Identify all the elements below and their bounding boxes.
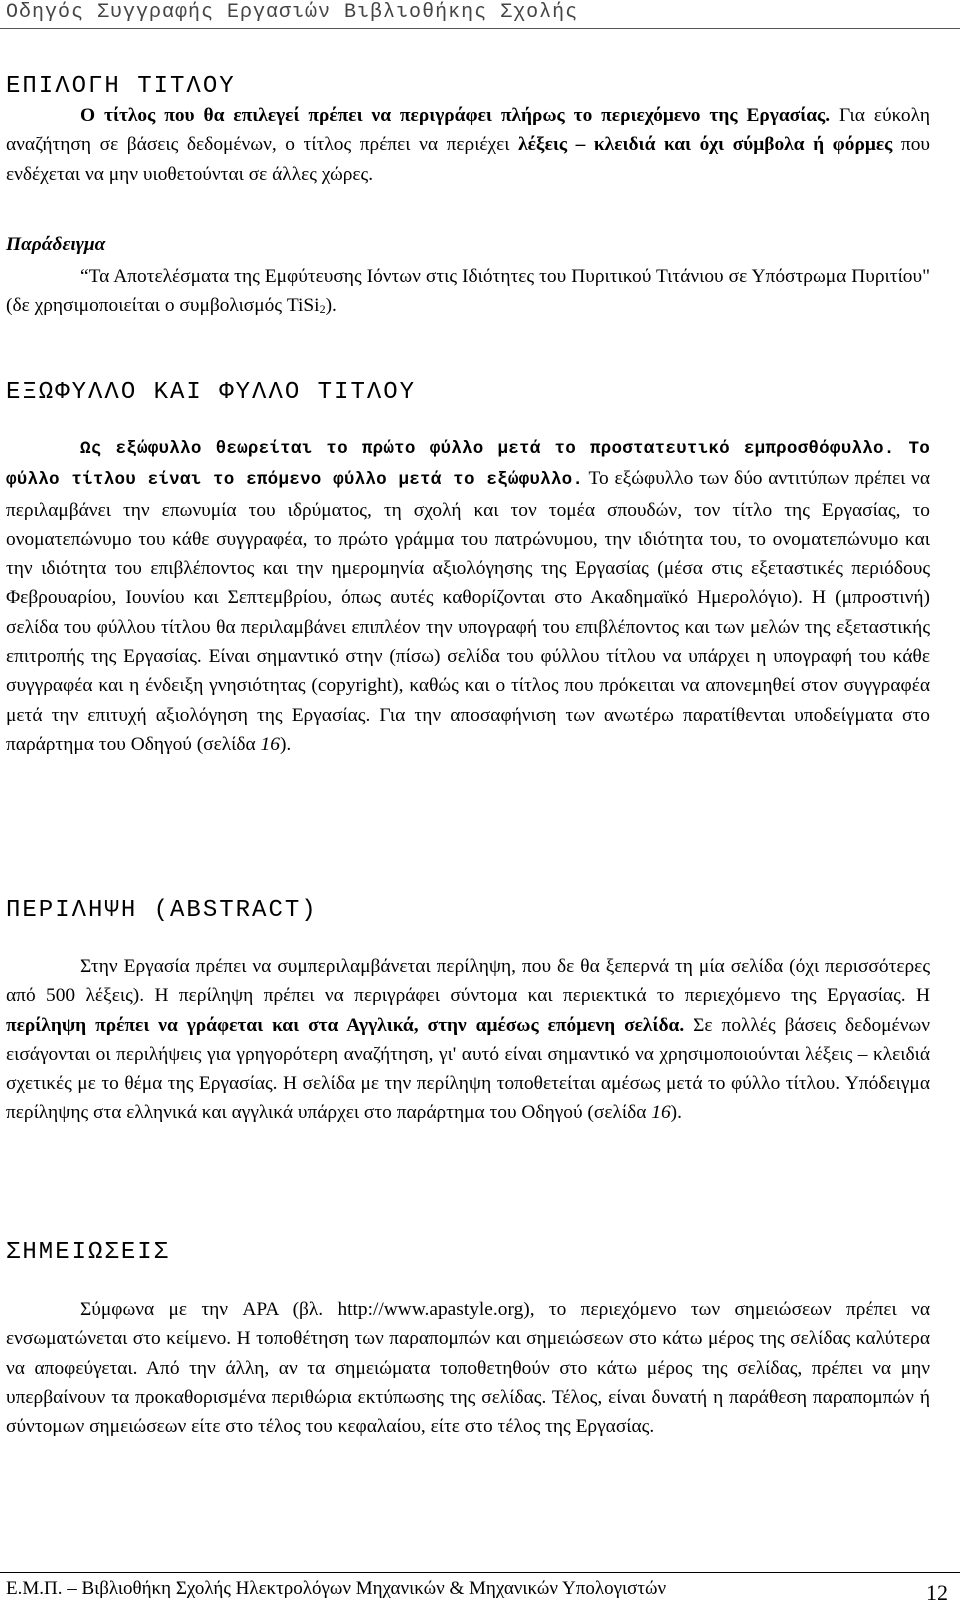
header-rule xyxy=(0,28,960,29)
abstract-page-ref: 16 xyxy=(651,1102,671,1124)
abstract-bold-english: περίληψη πρέπει να γράφεται και στα Αγγλικά, στην αμέσως επόμενη σελίδα. xyxy=(6,1014,685,1036)
abstract-text-b: Σε πολλές βάσεις δεδομένων εισάγονται οι περιλήψεις για γρηγορότερη αναζήτηση, γι' αυτό είναι σημαντικό να χρησιμοποιούνται λέξεις – κλειδιά σχετικές με το θέμα της Εργασίας. Η σελίδα με την περίληψη τοποθετείται αμέσως μετά το φύλλο τίτλου. Υπόδειγμα περίληψης στα ελληνικά και αγγλικά υπάρχει στο παράρτημα του Οδηγού (σελίδα xyxy=(6,1014,930,1124)
footer-rule xyxy=(0,1572,960,1573)
abstract-text-a: Στην Εργασία πρέπει να συμπεριλαμβάνεται περίληψη, που δε θα ξεπερνά τη μία σελίδα (όχι περισσότερες από 500 λέξεις). Η περίληψη πρέπει να περιγράφει σύντομα και περιεκτικά το περιεχόμενο της Εργασίας. Η xyxy=(6,956,930,1007)
example-text: “Τα Αποτελέσματα της Εμφύτευσης Ιόντων στις Ιδιότητες του Πυριτικού Τιτάνιου σε Υπόστρωμα Πυριτίου" (δε χρησιμοποιείται ο συμβολισμός TiSi xyxy=(6,266,930,317)
cover-page-ref: 16 xyxy=(260,733,280,755)
notes-paragraph: Σύμφωνα με την APA (βλ. http://www.apastyle.org), το περιεχόμενο των σημειώσεων πρέπει να ενσωματώνεται στο κείμενο. Η τοποθέτηση των παραπομπών και σημειώσεων στο κάτω μέρος της σελίδας καλύτερα να αποφεύγεται. Από την άλλη, αν τα σημειώματα τοποθετηθούν στο κάτω μέρος της σελίδας, πρέπει να μην υπερβαίνουν τα προκαθορισμένα περιθώρια εκτύπωσης της σελίδας. Τέλος, είναι δυνατή η παράθεση παραπομπών ή σύντομων σημειώσεων είτε στο τέλος του κεφαλαίου, είτε στο τέλος της Εργασίας. xyxy=(6,1299,930,1438)
title-selection-paragraph xyxy=(6,101,930,189)
cover-bold-definition: Ως εξώφυλλο θεωρείται το πρώτο φύλλο μετά το προστατευτικό εμπροσθόφυλλο. Το φύλλο τίτλου είναι το επόμενο φύλλο μετά το εξώφυλλο. xyxy=(6,439,930,491)
title-selection-text-b: που ενδέχεται να μην υιοθετούνται σε άλλες χώρες. xyxy=(6,134,930,185)
page-number: 12 xyxy=(926,1580,948,1605)
example-label: Παράδειγμα xyxy=(6,234,106,255)
cover-body-text: Το εξώφυλλο των δύο αντιτύπων πρέπει να περιλαμβάνει την επωνυμία του ιδρύματος, τη σχολή και τον τομέα σπουδών, τον τίτλο της Εργασίας, το ονοματεπώνυμο του κάθε συγγραφέα, το πρώτο γράμμα του πατρώνυμου, την ιδιότητα του, το ονοματεπώνυμο και την ιδιότητα του επιβλέποντος και την ημερομηνία αξιολόγησης της Εργασίας (μέσα στις εξεταστικές περιόδους Φεβρουαρίου, Ιουνίου και Σεπτεμβρίου, όπως αυτές καθορίζονται στο Ακαδημαϊκό Ημερολόγιο). Η (μπροστινή) σελίδα του φύλλου τίτλου θα περιλαμβάνει επιπλέον την υπογραφή του επιβλέποντος και των μελών της εξεταστικής επιτροπής της Εργασίας. Είναι σημαντικό στην (πίσω) σελίδα του φύλλου τίτλου να υπάρχει η υπογραφή του κάθε συγγραφέα και η ένδειξη γνησιότητας (copyright), καθώς και ο τίτλος που πρόκειται να απονεμηθεί στον συγγραφέα μετά την επιτυχή αξιολόγηση της Εργασίας. Για την αποσαφήνιση των ανωτέρω παρατίθενται υποδείγματα στο παράρτημα του Οδηγού (σελίδα xyxy=(6,468,930,755)
running-header: Οδηγός Συγγραφής Εργασιών Βιβλιοθήκης Σχολής xyxy=(6,1,579,24)
heading-notes: ΣΗΜΕΙΩΣΕΙΣ xyxy=(6,1239,171,1266)
title-selection-bold-lead: Ο τίτλος που θα επιλεγεί πρέπει να περιγράφει πλήρως το περιεχόμενο της Εργασίας. xyxy=(80,105,831,126)
heading-abstract: ΠΕΡΙΛΗΨΗ (ABSTRACT) xyxy=(6,897,318,924)
footer-text: Ε.Μ.Π. – Βιβλιοθήκη Σχολής Ηλεκτρολόγων Μηχανικών & Μηχανικών Υπολογιστών xyxy=(6,1578,667,1599)
example-subscript: 2 xyxy=(319,302,326,317)
cover-paragraph: Ως εξώφυλλο θεωρείται το πρώτο φύλλο μετά το προστατευτικό εμπροσθόφυλλο. Το φύλλο τίτλου είναι το επόμενο φύλλο μετά το εξώφυλλο. Το εξώφυλλο των δύο αντιτύπων πρέπει να περιλαμβάνει την επωνυμία του ιδρύματος, τη σχολή και τον τομέα σπουδών, τον τίτλο της Εργασίας, το ονοματεπώνυμο του κάθε συγγραφέα, το πρώτο γράμμα του πατρώνυμου, την ιδιότητα του, το ονοματεπώνυμο και την ιδιότητα του επιβλέποντος και την ημερομηνία αξιολόγησης της Εργασίας (μέσα στις εξεταστικές περιόδους Φεβρουαρίου, Ιουνίου και Σεπτεμβρίου, όπως αυτές καθορίζονται στο Ακαδημαϊκό Ημερολόγιο). Η (μπροστινή) σελίδα του φύλλου τίτλου θα περιλαμβάνει επιπλέον την υπογραφή του επιβλέποντος και των μελών της εξεταστικής επιτροπής της Εργασίας. Είναι σημαντικό στην (πίσω) σελίδα του φύλλου τίτλου να υπάρχει η υπογραφή του κάθε συγγραφέα και η ένδειξη γνησιότητας (copyright), καθώς και ο τίτλος που πρόκειται να απονεμηθεί στον συγγραφέα μετά την επιτυχή αξιολόγηση της Εργασίας. Για την αποσαφήνιση των ανωτέρω παρατίθενται υποδείγματα στο παράρτημα του Οδηγού (σελίδα 16). xyxy=(6,439,930,755)
title-selection-text-a: Για εύκολη αναζήτηση σε βάσεις δεδομένων, ο τίτλος πρέπει να περιέχει xyxy=(6,105,930,156)
example-paragraph: “Τα Αποτελέσματα της Εμφύτευσης Ιόντων στις Ιδιότητες του Πυριτικού Τιτάνιου σε Υπόστρωμα Πυριτίου" (δε χρησιμοποιείται ο συμβολισμός TiSi$_2$). xyxy=(6,266,930,317)
heading-title-selection: ΕΠΙΛΟΓΗ ΤΙΤΛΟΥ xyxy=(6,73,236,100)
abstract-paragraph: Στην Εργασία πρέπει να συμπεριλαμβάνεται περίληψη, που δε θα ξεπερνά τη μία σελίδα (όχι περισσότερες από 500 λέξεις). Η περίληψη πρέπει να περιγράφει σύντομα και περιεκτικά το περιεχόμενο της Εργασίας. Η περίληψη πρέπει να γράφεται και στα Αγγλικά, στην αμέσως επόμενη σελίδα. Σε πολλές βάσεις δεδομένων εισάγονται οι περιλήψεις για γρηγορότερη αναζήτηση, γι' αυτό είναι σημαντικό να χρησιμοποιούνται λέξεις – κλειδιά σχετικές με το θέμα της Εργασίας. Η σελίδα με την περίληψη τοποθετείται αμέσως μετά το φύλλο τίτλου. Υπόδειγμα περίληψης στα ελληνικά και αγγλικά υπάρχει στο παράρτημα του Οδηγού (σελίδα 16). xyxy=(6,956,930,1124)
title-selection-bold-keywords: λέξεις – κλειδιά και όχι σύμβολα ή φόρμες xyxy=(518,134,893,156)
heading-cover-title-page: ΕΞΩΦΥΛΛΟ ΚΑΙ ΦΥΛΛΟ ΤΙΤΛΟΥ xyxy=(6,379,417,406)
